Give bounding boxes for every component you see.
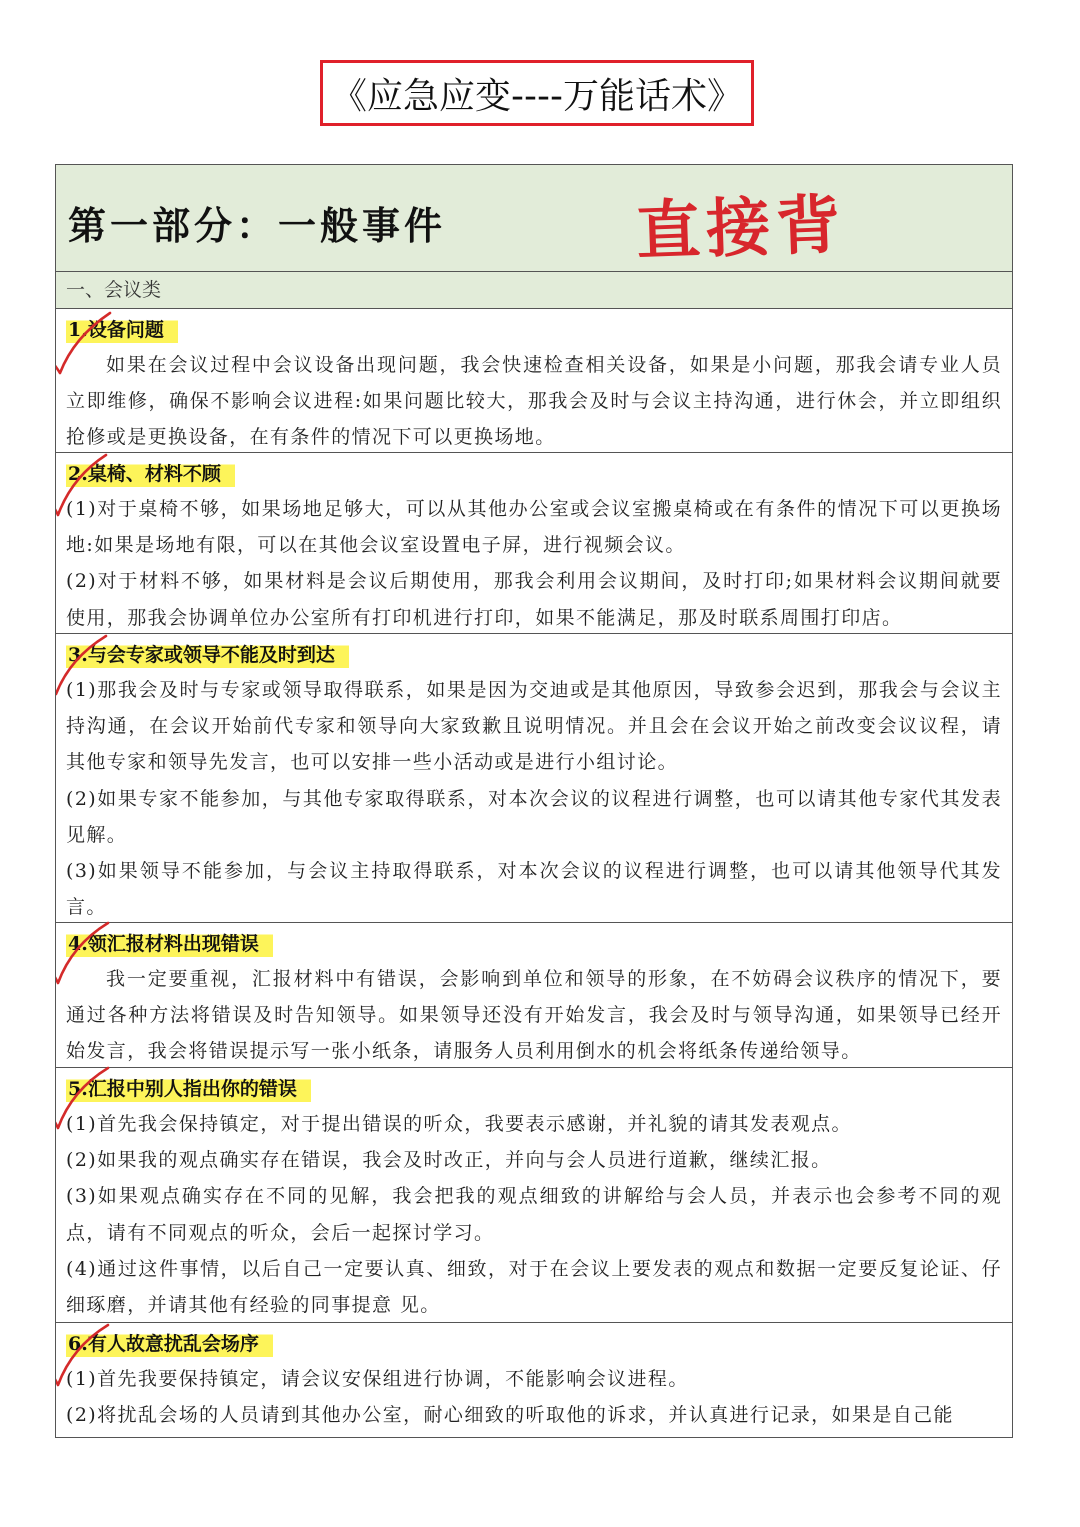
section-paragraph: (1)那我会及时与专家或领导取得联系，如果是因为交迪或是其他原因，导致参会迟到，那我会与会议主持沟通，在会议开始前代专家和领导向大家致歉且说明情况。并且会在会议开始之前改变会议议程，请其他专家和领导先发言，也可以安排一些小活动或是进行小组讨论。 [66, 679, 1002, 774]
section-6 [56, 1323, 1012, 1438]
section-5 [56, 1068, 1012, 1323]
section-title: 3.与会专家或领导不能及时到达 [66, 638, 349, 672]
part-header [56, 165, 1012, 272]
section-paragraph: (1)首先我要保持镇定，请会议安保组进行协调，不能影响会议进程。 [66, 1368, 689, 1390]
section-paragraph: (2)如果专家不能参加，与其他专家取得联系，对本次会议的议程进行调整，也可以请其他专家代其发表见解。 [66, 787, 1002, 846]
section-paragraph: (2)如果我的观点确实存在错误，我会及时改正，并向与会人员进行道歉，继续汇报。 [66, 1149, 832, 1172]
section-paragraph: (3)如果领导不能参加，与会议主持取得联系，对本次会议的议程进行调整，也可以请其他领导代其发言。 [66, 860, 1002, 919]
section-2 [56, 453, 1012, 634]
section-title: 5.汇报中别人指出你的错误 [66, 1072, 311, 1106]
category-row: 一、会议类 [56, 272, 1012, 309]
section-title: 1.设备问题 [66, 313, 178, 347]
section-title: 4.领汇报材料出现错误 [66, 927, 273, 961]
section-title: 6.有人故意扰乱会场序 [66, 1327, 273, 1361]
section-4 [56, 923, 1012, 1068]
handwritten-stamp: 直接背 [634, 188, 848, 270]
content-table [55, 164, 1013, 1438]
part-title: 第一部分：一般事件 [68, 203, 447, 248]
section-paragraph: (2)对于材料不够，如果材料是会议后期使用，那我会利用会议期间，及时打印;如果材料会议期间就要使用，那我会协调单位办公室所有打印机进行打印，如果不能满足，那及时联系周围打印店。 [66, 570, 1002, 629]
section-paragraph: (4)通过这件事情，以后自己一定要认真、细致，对于在会议上要发表的观点和数据一定要反复论证、仔细琢磨，并请其他有经验的同事提意 见。 [66, 1257, 1002, 1317]
section-paragraph: (1)对于桌椅不够，如果场地足够大，可以从其他办公室或会议室搬桌椅或在有条件的情况下可以更换场地:如果是场地有限，可以在其他会议室设置电子屏，进行视频会议。 [66, 498, 1002, 557]
section-1 [56, 309, 1012, 453]
document-title: 《应急应变----万能话术》 [320, 60, 754, 126]
section-title: 2.桌椅、材料不顾 [66, 457, 235, 491]
section-paragraph: (2)将扰乱会场的人员请到其他办公室，耐心细致的听取他的诉求，并认真进行记录，如果是自己能 [66, 1404, 954, 1427]
section-paragraph: 如果在会议过程中会议设备出现问题，我会快速检查相关设备，如果是小问题，那我会请专业人员立即维修，确保不影响会议进程:如果问题比较大，那我会及时与会议主持沟通，进行休会，并立即组织抢修或是更换设备，在有条件的情况下可以更换场地。 [66, 354, 1002, 449]
section-paragraph: (3)如果观点确实存在不同的见解，我会把我的观点细致的讲解给与会人员，并表示也会参考不同的观点，请有不同观点的听众，会后一起探讨学习。 [66, 1185, 1002, 1244]
section-3 [56, 634, 1012, 923]
section-paragraph: (1)首先我会保持镇定，对于提出错误的听众，我要表示感谢，并礼貌的请其发表观点。 [66, 1113, 852, 1135]
section-paragraph: 我一定要重视，汇报材料中有错误，会影响到单位和领导的形象，在不妨碍会议秩序的情况下，要通过各种方法将错误及时告知领导。如果领导还没有开始发言，我会及时与领导沟通，如果领导已经开始发言，我会将错误提示写一张小纸条，请服务人员利用倒水的机会将纸条传递给领导。 [66, 968, 1002, 1063]
